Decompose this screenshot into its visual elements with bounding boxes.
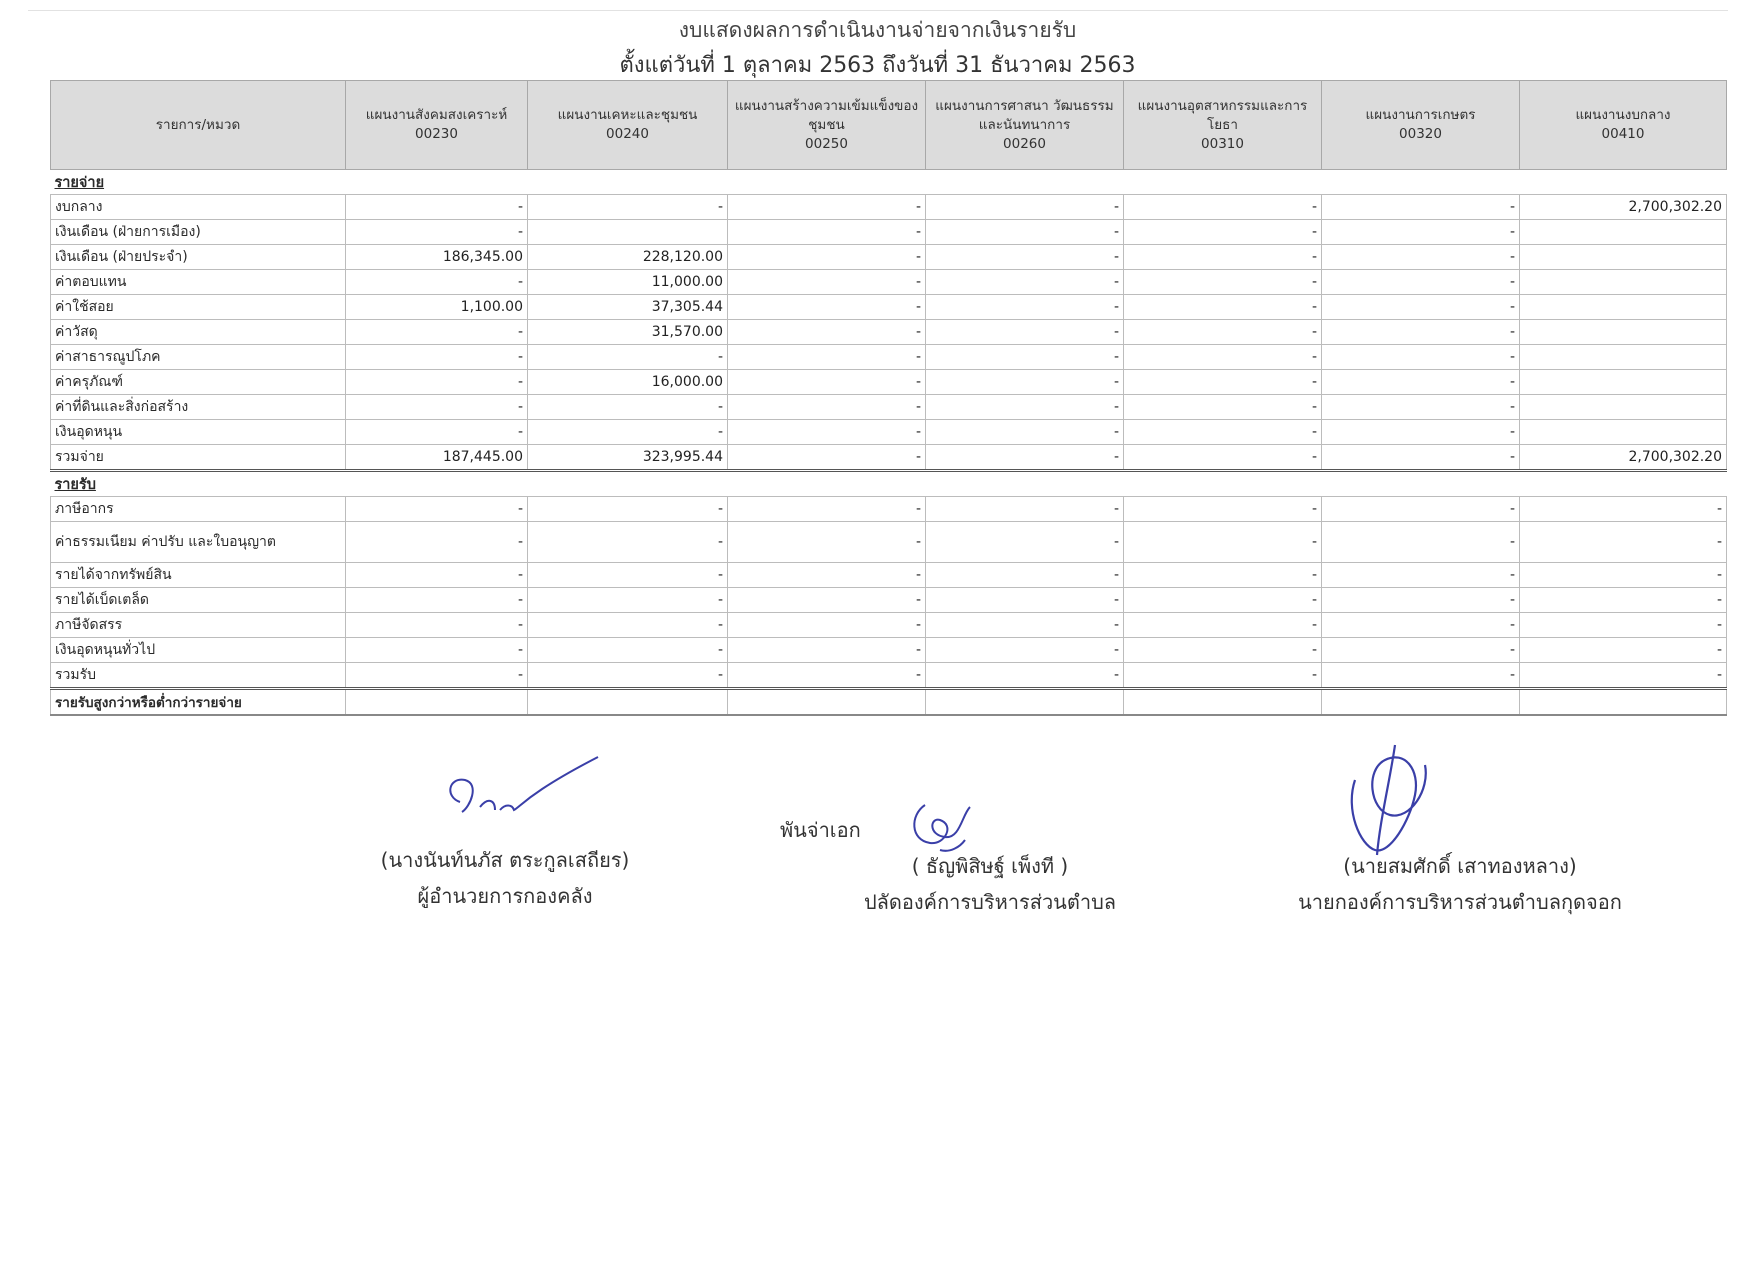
cell-value: -	[1520, 638, 1727, 663]
section-label: รายรับ	[51, 471, 1727, 497]
cell-value: -	[1322, 445, 1520, 471]
cell-value: -	[1322, 245, 1520, 270]
header-plan-code: 00250	[805, 135, 848, 152]
cell-value: -	[346, 613, 528, 638]
cell-value: -	[346, 588, 528, 613]
signatory-position: ผู้อำนวยการกองคลัง	[417, 884, 593, 908]
cell-value: -	[346, 497, 528, 522]
cell-value: -	[728, 395, 926, 420]
cell-value: -	[1124, 497, 1322, 522]
table-row	[51, 270, 1727, 295]
cell-value	[1520, 420, 1727, 445]
cell-value: -	[1322, 220, 1520, 245]
cell-value	[1520, 270, 1727, 295]
cell-value: -	[346, 420, 528, 445]
header-plan-code: 00320	[1399, 126, 1442, 142]
cell-value: -	[926, 563, 1124, 588]
cell-value: -	[926, 195, 1124, 220]
cell-value: -	[926, 220, 1124, 245]
cell-value	[1124, 689, 1322, 716]
signatory-finance-director	[340, 842, 670, 914]
cell-value: -	[728, 638, 926, 663]
cell-value: -	[346, 220, 528, 245]
signatory-name: ( ธัญพิสิษฐ์ เพ็งที )	[911, 854, 1069, 878]
table-row	[51, 295, 1727, 320]
header-plan-code: 00240	[606, 126, 649, 142]
signature-chief-executive	[1335, 740, 1445, 860]
table-row	[51, 638, 1727, 663]
cell-value: -	[1124, 270, 1322, 295]
cell-value: -	[1322, 638, 1520, 663]
cell-value: -	[1520, 497, 1727, 522]
row-label: เงินเดือน (ฝ่ายประจำ)	[51, 245, 346, 270]
cell-value	[1520, 370, 1727, 395]
cell-value: -	[728, 613, 926, 638]
cell-value: -	[728, 420, 926, 445]
row-label: ค่าใช้สอย	[51, 295, 346, 320]
header-plan-7	[1520, 81, 1727, 170]
cell-value: -	[346, 320, 528, 345]
expense-total-row	[51, 445, 1727, 471]
header-plan-name: แผนงานสังคมสงเคราะห์	[365, 107, 508, 123]
table-row	[51, 588, 1727, 613]
statement-table	[50, 80, 1727, 716]
cell-value: -	[1124, 320, 1322, 345]
cell-value	[528, 689, 728, 716]
header-plan-code: 00230	[415, 126, 458, 142]
cell-value: -	[528, 420, 728, 445]
row-label: รวมรับ	[51, 663, 346, 689]
row-label: ค่าที่ดินและสิ่งก่อสร้าง	[51, 395, 346, 420]
header-row	[51, 81, 1727, 170]
cell-value	[1520, 345, 1727, 370]
cell-value	[1520, 395, 1727, 420]
header-plan-5	[1124, 81, 1322, 170]
cell-value: 11,000.00	[528, 270, 728, 295]
table-row	[51, 563, 1727, 588]
cell-value	[1520, 320, 1727, 345]
cell-value: -	[1124, 395, 1322, 420]
header-plan-name: แผนงานงบกลาง	[1575, 107, 1671, 123]
header-plan-code: 00410	[1601, 126, 1645, 142]
cell-value: -	[1322, 588, 1520, 613]
cell-value: -	[528, 497, 728, 522]
cell-value: -	[346, 638, 528, 663]
cell-value: -	[1322, 663, 1520, 689]
row-label: ค่าวัสดุ	[51, 320, 346, 345]
cell-value: 31,570.00	[528, 320, 728, 345]
row-label: ค่าธรรมเนียม ค่าปรับ และใบอนุญาต	[51, 522, 346, 563]
difference-row	[51, 689, 1727, 716]
cell-value: -	[926, 370, 1124, 395]
page-top-rule	[28, 10, 1728, 11]
cell-value: -	[1322, 420, 1520, 445]
row-label: เงินเดือน (ฝ่ายการเมือง)	[51, 220, 346, 245]
cell-value: -	[1124, 370, 1322, 395]
row-label: งบกลาง	[51, 195, 346, 220]
expense-section-heading	[51, 170, 1727, 195]
cell-value: -	[1124, 663, 1322, 689]
header-plan-2	[528, 81, 728, 170]
row-label: เงินอุดหนุน	[51, 420, 346, 445]
header-plan-name: แผนงานการศาสนา วัฒนธรรมและนันทนาการ	[935, 97, 1114, 133]
cell-value: -	[528, 522, 728, 563]
row-label: ภาษีอากร	[51, 497, 346, 522]
cell-value: -	[1520, 663, 1727, 689]
cell-value	[346, 689, 528, 716]
header-plan-code: 00310	[1201, 135, 1244, 152]
cell-value: -	[1124, 245, 1322, 270]
cell-value: -	[728, 497, 926, 522]
statement-body	[51, 170, 1727, 716]
cell-value: -	[528, 563, 728, 588]
header-plan-3	[728, 81, 926, 170]
cell-value: -	[528, 663, 728, 689]
cell-value	[1520, 295, 1727, 320]
cell-value: -	[1322, 270, 1520, 295]
table-row	[51, 395, 1727, 420]
cell-value: -	[528, 395, 728, 420]
cell-value: -	[346, 195, 528, 220]
table-row	[51, 370, 1727, 395]
cell-value: -	[728, 370, 926, 395]
header-plan-name: รายการ/หมวด	[155, 116, 241, 133]
cell-value: -	[926, 420, 1124, 445]
cell-value: -	[728, 220, 926, 245]
cell-value: -	[728, 270, 926, 295]
table-row	[51, 345, 1727, 370]
cell-value: -	[926, 445, 1124, 471]
table-row	[51, 220, 1727, 245]
cell-value: -	[926, 345, 1124, 370]
cell-value: 37,305.44	[528, 295, 728, 320]
cell-value	[1322, 689, 1520, 716]
income-total-row	[51, 663, 1727, 689]
cell-value: 1,100.00	[346, 295, 528, 320]
cell-value: -	[346, 270, 528, 295]
cell-value: -	[1124, 420, 1322, 445]
statement-title: งบแสดงผลการดำเนินงานจ่ายจากเงินรายรับ	[678, 18, 1077, 42]
cell-value: -	[1520, 613, 1727, 638]
table-row	[51, 195, 1727, 220]
cell-value: -	[728, 522, 926, 563]
cell-value: -	[926, 497, 1124, 522]
cell-value: -	[728, 445, 926, 471]
cell-value: 2,700,302.20	[1520, 445, 1727, 471]
cell-value: -	[346, 370, 528, 395]
cell-value: -	[926, 613, 1124, 638]
header-plan-code: 00260	[1003, 135, 1046, 152]
cell-value: -	[926, 522, 1124, 563]
table-row	[51, 320, 1727, 345]
income-section-heading	[51, 471, 1727, 497]
cell-value	[728, 689, 926, 716]
cell-value: -	[926, 320, 1124, 345]
cell-value: -	[728, 563, 926, 588]
cell-value	[528, 220, 728, 245]
cell-value: -	[926, 295, 1124, 320]
cell-value: -	[1520, 563, 1727, 588]
cell-value: -	[1124, 295, 1322, 320]
cell-value	[1520, 220, 1727, 245]
cell-value: -	[1124, 563, 1322, 588]
cell-value: -	[1124, 522, 1322, 563]
header-plan-4	[926, 81, 1124, 170]
table-row	[51, 420, 1727, 445]
cell-value: -	[926, 638, 1124, 663]
header-plan-name: แผนงานอุตสาหกรรมและการโยธา	[1137, 97, 1308, 133]
cell-value: -	[1124, 613, 1322, 638]
signatory-name: (นางนันท์นภัส ตระกูลเสถียร)	[380, 848, 630, 872]
cell-value: -	[728, 345, 926, 370]
cell-value: -	[1322, 497, 1520, 522]
row-label: ค่าตอบแทน	[51, 270, 346, 295]
cell-value: 2,700,302.20	[1520, 195, 1727, 220]
cell-value: -	[346, 563, 528, 588]
header-plan-1	[346, 81, 528, 170]
cell-value: -	[1124, 220, 1322, 245]
cell-value: -	[1124, 345, 1322, 370]
cell-value: -	[1124, 445, 1322, 471]
cell-value: 187,445.00	[346, 445, 528, 471]
row-label: ภาษีจัดสรร	[51, 613, 346, 638]
cell-value: -	[728, 663, 926, 689]
cell-value: -	[926, 663, 1124, 689]
signatory-name: (นายสมศักดิ์ เสาทองหลาง)	[1343, 854, 1577, 878]
cell-value: -	[926, 245, 1124, 270]
row-label: รายได้เบ็ดเตล็ด	[51, 588, 346, 613]
cell-value: -	[926, 588, 1124, 613]
signatory-position: นายกองค์การบริหารส่วนตำบลกุดจอก	[1298, 890, 1622, 914]
cell-value: 323,995.44	[528, 445, 728, 471]
signatory-position: ปลัดองค์การบริหารส่วนตำบล	[863, 890, 1117, 914]
cell-value: -	[728, 320, 926, 345]
table-row	[51, 522, 1727, 563]
cell-value: 16,000.00	[528, 370, 728, 395]
signatory-permanent-secretary	[820, 848, 1160, 920]
cell-value: -	[1322, 370, 1520, 395]
cell-value: -	[528, 613, 728, 638]
cell-value: -	[1520, 522, 1727, 563]
header-plan-name: แผนงานสร้างความเข้มแข็งของชุมชน	[734, 97, 919, 133]
row-label: ค่าครุภัณฑ์	[51, 370, 346, 395]
cell-value: -	[728, 245, 926, 270]
cell-value: -	[926, 270, 1124, 295]
cell-value: -	[926, 395, 1124, 420]
cell-value: -	[528, 195, 728, 220]
table-row	[51, 497, 1727, 522]
cell-value	[1520, 245, 1727, 270]
cell-value: -	[1322, 395, 1520, 420]
row-label: รวมจ่าย	[51, 445, 346, 471]
cell-value: -	[1322, 195, 1520, 220]
cell-value: -	[1322, 295, 1520, 320]
section-label: รายจ่าย	[51, 170, 1727, 195]
row-label: รายรับสูงกว่าหรือต่ำกว่ารายจ่าย	[51, 689, 346, 716]
table-row	[51, 245, 1727, 270]
header-item-category	[51, 81, 346, 170]
cell-value: -	[1520, 588, 1727, 613]
cell-value: -	[1322, 613, 1520, 638]
row-label: เงินอุดหนุนทั่วไป	[51, 638, 346, 663]
header-plan-6	[1322, 81, 1520, 170]
cell-value	[926, 689, 1124, 716]
cell-value: 228,120.00	[528, 245, 728, 270]
cell-value: -	[1124, 638, 1322, 663]
cell-value: -	[728, 295, 926, 320]
table-row	[51, 613, 1727, 638]
cell-value: -	[1322, 563, 1520, 588]
cell-value: -	[346, 663, 528, 689]
cell-value: -	[346, 345, 528, 370]
cell-value: -	[1322, 345, 1520, 370]
header-plan-name: แผนงานเคหะและชุมชน	[557, 107, 698, 123]
row-label: รายได้จากทรัพย์สิน	[51, 563, 346, 588]
signature-finance-director	[440, 752, 610, 837]
cell-value: -	[1124, 195, 1322, 220]
cell-value: -	[1124, 588, 1322, 613]
signatory-chief-executive	[1250, 848, 1670, 920]
cell-value: -	[528, 588, 728, 613]
cell-value: -	[728, 588, 926, 613]
header-plan-name: แผนงานการเกษตร	[1365, 107, 1476, 123]
cell-value: 186,345.00	[346, 245, 528, 270]
cell-value: -	[728, 195, 926, 220]
cell-value: -	[1322, 320, 1520, 345]
statement-period: ตั้งแต่วันที่ 1 ตุลาคม 2563 ถึงวันที่ 31 ธันวาคม 2563	[619, 53, 1136, 78]
row-label: ค่าสาธารณูปโภค	[51, 345, 346, 370]
cell-value: -	[528, 345, 728, 370]
cell-value: -	[1322, 522, 1520, 563]
cell-value: -	[346, 395, 528, 420]
signatory-rank: พันจ่าเอก	[780, 818, 861, 842]
cell-value: -	[528, 638, 728, 663]
cell-value	[1520, 689, 1727, 716]
cell-value: -	[346, 522, 528, 563]
